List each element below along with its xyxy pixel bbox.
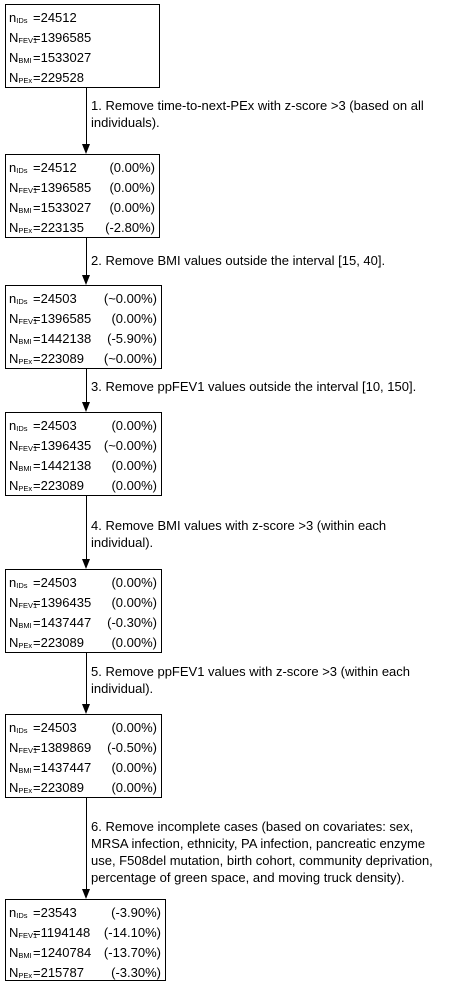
count-value: =24503 xyxy=(33,575,77,590)
label-base: N xyxy=(9,200,19,215)
label-subscript: FEV1 xyxy=(18,317,38,326)
arrow-head-icon xyxy=(82,559,90,569)
count-value: =223089 xyxy=(33,635,84,650)
percent-change: (0.00%) xyxy=(111,720,157,735)
percent-change: (~0.00%) xyxy=(103,438,157,453)
percent-change: (0.00%) xyxy=(111,311,157,326)
arrow-head-icon xyxy=(82,889,90,899)
percent-change: (-5.90%) xyxy=(107,331,157,346)
count-row-ids xyxy=(6,573,161,593)
count-value: =1396585 xyxy=(33,311,92,326)
label-subscript: BMI xyxy=(18,621,32,630)
label-subscript: IDs xyxy=(16,911,28,920)
count-value: =223089 xyxy=(33,478,84,493)
count-label-pex xyxy=(9,963,32,986)
label-base: N xyxy=(9,311,19,326)
count-value: =229528 xyxy=(33,70,84,85)
percent-change: (-3.90%) xyxy=(111,905,161,920)
count-value: =1437447 xyxy=(33,760,92,775)
count-row-ids xyxy=(6,416,161,436)
label-base: N xyxy=(9,478,19,493)
count-value: =24512 xyxy=(33,160,77,175)
count-row-fev1 xyxy=(6,28,159,48)
label-subscript: BMI xyxy=(18,464,32,473)
label-subscript: IDs xyxy=(16,16,28,25)
label-subscript: PEx xyxy=(18,76,33,85)
count-value: =23543 xyxy=(33,905,77,920)
count-label-pex xyxy=(9,218,32,241)
count-value: =24503 xyxy=(33,720,77,735)
count-box-7 xyxy=(5,899,166,981)
percent-change: (-0.30%) xyxy=(107,615,157,630)
count-label-pex xyxy=(9,633,32,656)
percent-change: (0.00%) xyxy=(109,200,155,215)
count-value: =24503 xyxy=(33,291,77,306)
label-subscript: FEV1 xyxy=(18,746,38,755)
label-base: n xyxy=(9,418,17,433)
count-row-pex xyxy=(6,476,161,496)
label-base: n xyxy=(9,10,17,25)
count-row-bmi xyxy=(6,613,161,633)
label-subscript: IDs xyxy=(16,166,28,175)
count-value: =223135 xyxy=(33,220,84,235)
count-row-bmi xyxy=(6,198,159,218)
count-row-pex xyxy=(6,778,161,798)
flow-arrow-5 xyxy=(86,653,87,705)
count-row-pex xyxy=(6,218,159,238)
percent-change: (-0.50%) xyxy=(107,740,157,755)
label-subscript: FEV1 xyxy=(18,601,38,610)
percent-change: (-3.30%) xyxy=(111,965,161,980)
label-base: N xyxy=(9,615,19,630)
label-subscript: BMI xyxy=(18,337,32,346)
label-subscript: IDs xyxy=(16,726,28,735)
count-box-1 xyxy=(5,4,160,88)
step-text-5: 5. Remove ppFEV1 values with z-score >3 (within each individual). xyxy=(91,664,411,696)
arrow-head-icon xyxy=(82,144,90,154)
step-text-1: 1. Remove time-to-next-PEx with z-score >3 (based on all individuals). xyxy=(91,98,424,130)
percent-change: (0.00%) xyxy=(111,478,157,493)
label-base: N xyxy=(9,760,19,775)
count-value: =1396435 xyxy=(33,595,92,610)
flow-arrow-3 xyxy=(86,369,87,403)
count-row-ids xyxy=(6,903,165,923)
count-box-2 xyxy=(5,154,160,238)
label-subscript: PEx xyxy=(18,484,33,493)
count-value: =1396585 xyxy=(33,30,92,45)
count-value: =1396585 xyxy=(33,180,92,195)
label-base: N xyxy=(9,965,19,980)
flow-arrow-1 xyxy=(86,88,87,145)
step-text-4: 4. Remove BMI values with z-score >3 (within each individual). xyxy=(91,518,387,550)
percent-change: (0.00%) xyxy=(111,635,157,650)
label-base: N xyxy=(9,30,19,45)
label-subscript: PEx xyxy=(18,971,33,980)
label-base: n xyxy=(9,291,17,306)
count-row-fev1 xyxy=(6,309,161,329)
arrow-head-icon xyxy=(82,402,90,412)
count-label-pex xyxy=(9,349,32,372)
count-row-pex xyxy=(6,349,161,369)
label-base: n xyxy=(9,720,17,735)
count-value: =1442138 xyxy=(33,331,92,346)
count-row-pex xyxy=(6,68,159,88)
count-row-ids xyxy=(6,8,159,28)
label-base: N xyxy=(9,351,19,366)
label-base: N xyxy=(9,780,19,795)
percent-change: (~0.00%) xyxy=(103,291,157,306)
count-row-bmi xyxy=(6,48,159,68)
count-value: =1396435 xyxy=(33,438,92,453)
step-text-6: 6. Remove incomplete cases (based on covariates: sex, MRSA infection, ethnicity, PA infection, pancreatic enzyme use, F508del mutation, birth cohort, community deprivation, percentage of green space, and moving truck density). xyxy=(91,819,433,885)
percent-change: (0.00%) xyxy=(109,160,155,175)
count-value: =1442138 xyxy=(33,458,92,473)
count-row-fev1 xyxy=(6,436,161,456)
count-value: =1533027 xyxy=(33,200,92,215)
label-base: N xyxy=(9,740,19,755)
label-base: n xyxy=(9,905,17,920)
label-subscript: PEx xyxy=(18,357,33,366)
count-row-ids xyxy=(6,158,159,178)
label-subscript: BMI xyxy=(18,56,32,65)
label-subscript: PEx xyxy=(18,786,33,795)
label-base: N xyxy=(9,220,19,235)
label-base: N xyxy=(9,180,19,195)
label-base: n xyxy=(9,160,17,175)
count-row-fev1 xyxy=(6,738,161,758)
percent-change: (0.00%) xyxy=(109,180,155,195)
count-value: =223089 xyxy=(33,780,84,795)
label-subscript: FEV1 xyxy=(18,931,38,940)
label-base: N xyxy=(9,595,19,610)
count-label-pex xyxy=(9,68,32,91)
count-value: =1437447 xyxy=(33,615,92,630)
label-base: N xyxy=(9,635,19,650)
count-row-fev1 xyxy=(6,593,161,613)
count-box-5 xyxy=(5,569,162,653)
label-subscript: IDs xyxy=(16,297,28,306)
label-base: N xyxy=(9,945,19,960)
count-row-ids xyxy=(6,289,161,309)
count-label-pex xyxy=(9,778,32,801)
count-value: =1240784 xyxy=(33,945,92,960)
label-base: N xyxy=(9,438,19,453)
count-box-6 xyxy=(5,714,162,798)
label-subscript: IDs xyxy=(16,581,28,590)
step-text-2: 2. Remove BMI values outside the interval [15, 40]. xyxy=(91,253,386,268)
label-base: N xyxy=(9,925,19,940)
flow-arrow-2 xyxy=(86,238,87,276)
count-box-4 xyxy=(5,412,162,496)
percent-change: (0.00%) xyxy=(111,575,157,590)
count-box-3 xyxy=(5,285,162,369)
flow-arrow-4 xyxy=(86,496,87,560)
percent-change: (0.00%) xyxy=(111,595,157,610)
percent-change: (-2.80%) xyxy=(105,220,155,235)
label-subscript: PEx xyxy=(18,226,33,235)
label-base: N xyxy=(9,458,19,473)
percent-change: (0.00%) xyxy=(111,458,157,473)
step-text-3: 3. Remove ppFEV1 values outside the interval [10, 150]. xyxy=(91,379,417,394)
count-row-bmi xyxy=(6,456,161,476)
count-value: =223089 xyxy=(33,351,84,366)
count-label-pex xyxy=(9,476,32,499)
count-value: =24512 xyxy=(33,10,77,25)
label-base: N xyxy=(9,70,19,85)
count-value: =1533027 xyxy=(33,50,92,65)
label-subscript: IDs xyxy=(16,424,28,433)
percent-change: (~0.00%) xyxy=(103,351,157,366)
count-row-pex xyxy=(6,963,165,983)
percent-change: (-13.70%) xyxy=(103,945,161,960)
label-base: N xyxy=(9,50,19,65)
flow-arrow-6 xyxy=(86,798,87,890)
count-value: =1194148 xyxy=(33,925,91,940)
label-subscript: BMI xyxy=(18,951,32,960)
count-value: =215787 xyxy=(33,965,84,980)
percent-change: (0.00%) xyxy=(111,418,157,433)
label-subscript: BMI xyxy=(18,766,32,775)
count-row-bmi xyxy=(6,329,161,349)
count-value: =1389869 xyxy=(33,740,92,755)
count-row-pex xyxy=(6,633,161,653)
label-base: N xyxy=(9,331,19,346)
count-row-ids xyxy=(6,718,161,738)
label-subscript: BMI xyxy=(18,206,32,215)
count-value: =24503 xyxy=(33,418,77,433)
arrow-head-icon xyxy=(82,704,90,714)
arrow-head-icon xyxy=(82,275,90,285)
count-row-fev1 xyxy=(6,923,165,943)
label-subscript: FEV1 xyxy=(18,36,38,45)
count-row-bmi xyxy=(6,943,165,963)
label-base: n xyxy=(9,575,17,590)
percent-change: (-14.10%) xyxy=(103,925,161,940)
count-row-bmi xyxy=(6,758,161,778)
count-row-fev1 xyxy=(6,178,159,198)
label-subscript: PEx xyxy=(18,641,33,650)
label-subscript: FEV1 xyxy=(18,186,38,195)
percent-change: (0.00%) xyxy=(111,760,157,775)
label-subscript: FEV1 xyxy=(18,444,38,453)
percent-change: (0.00%) xyxy=(111,780,157,795)
